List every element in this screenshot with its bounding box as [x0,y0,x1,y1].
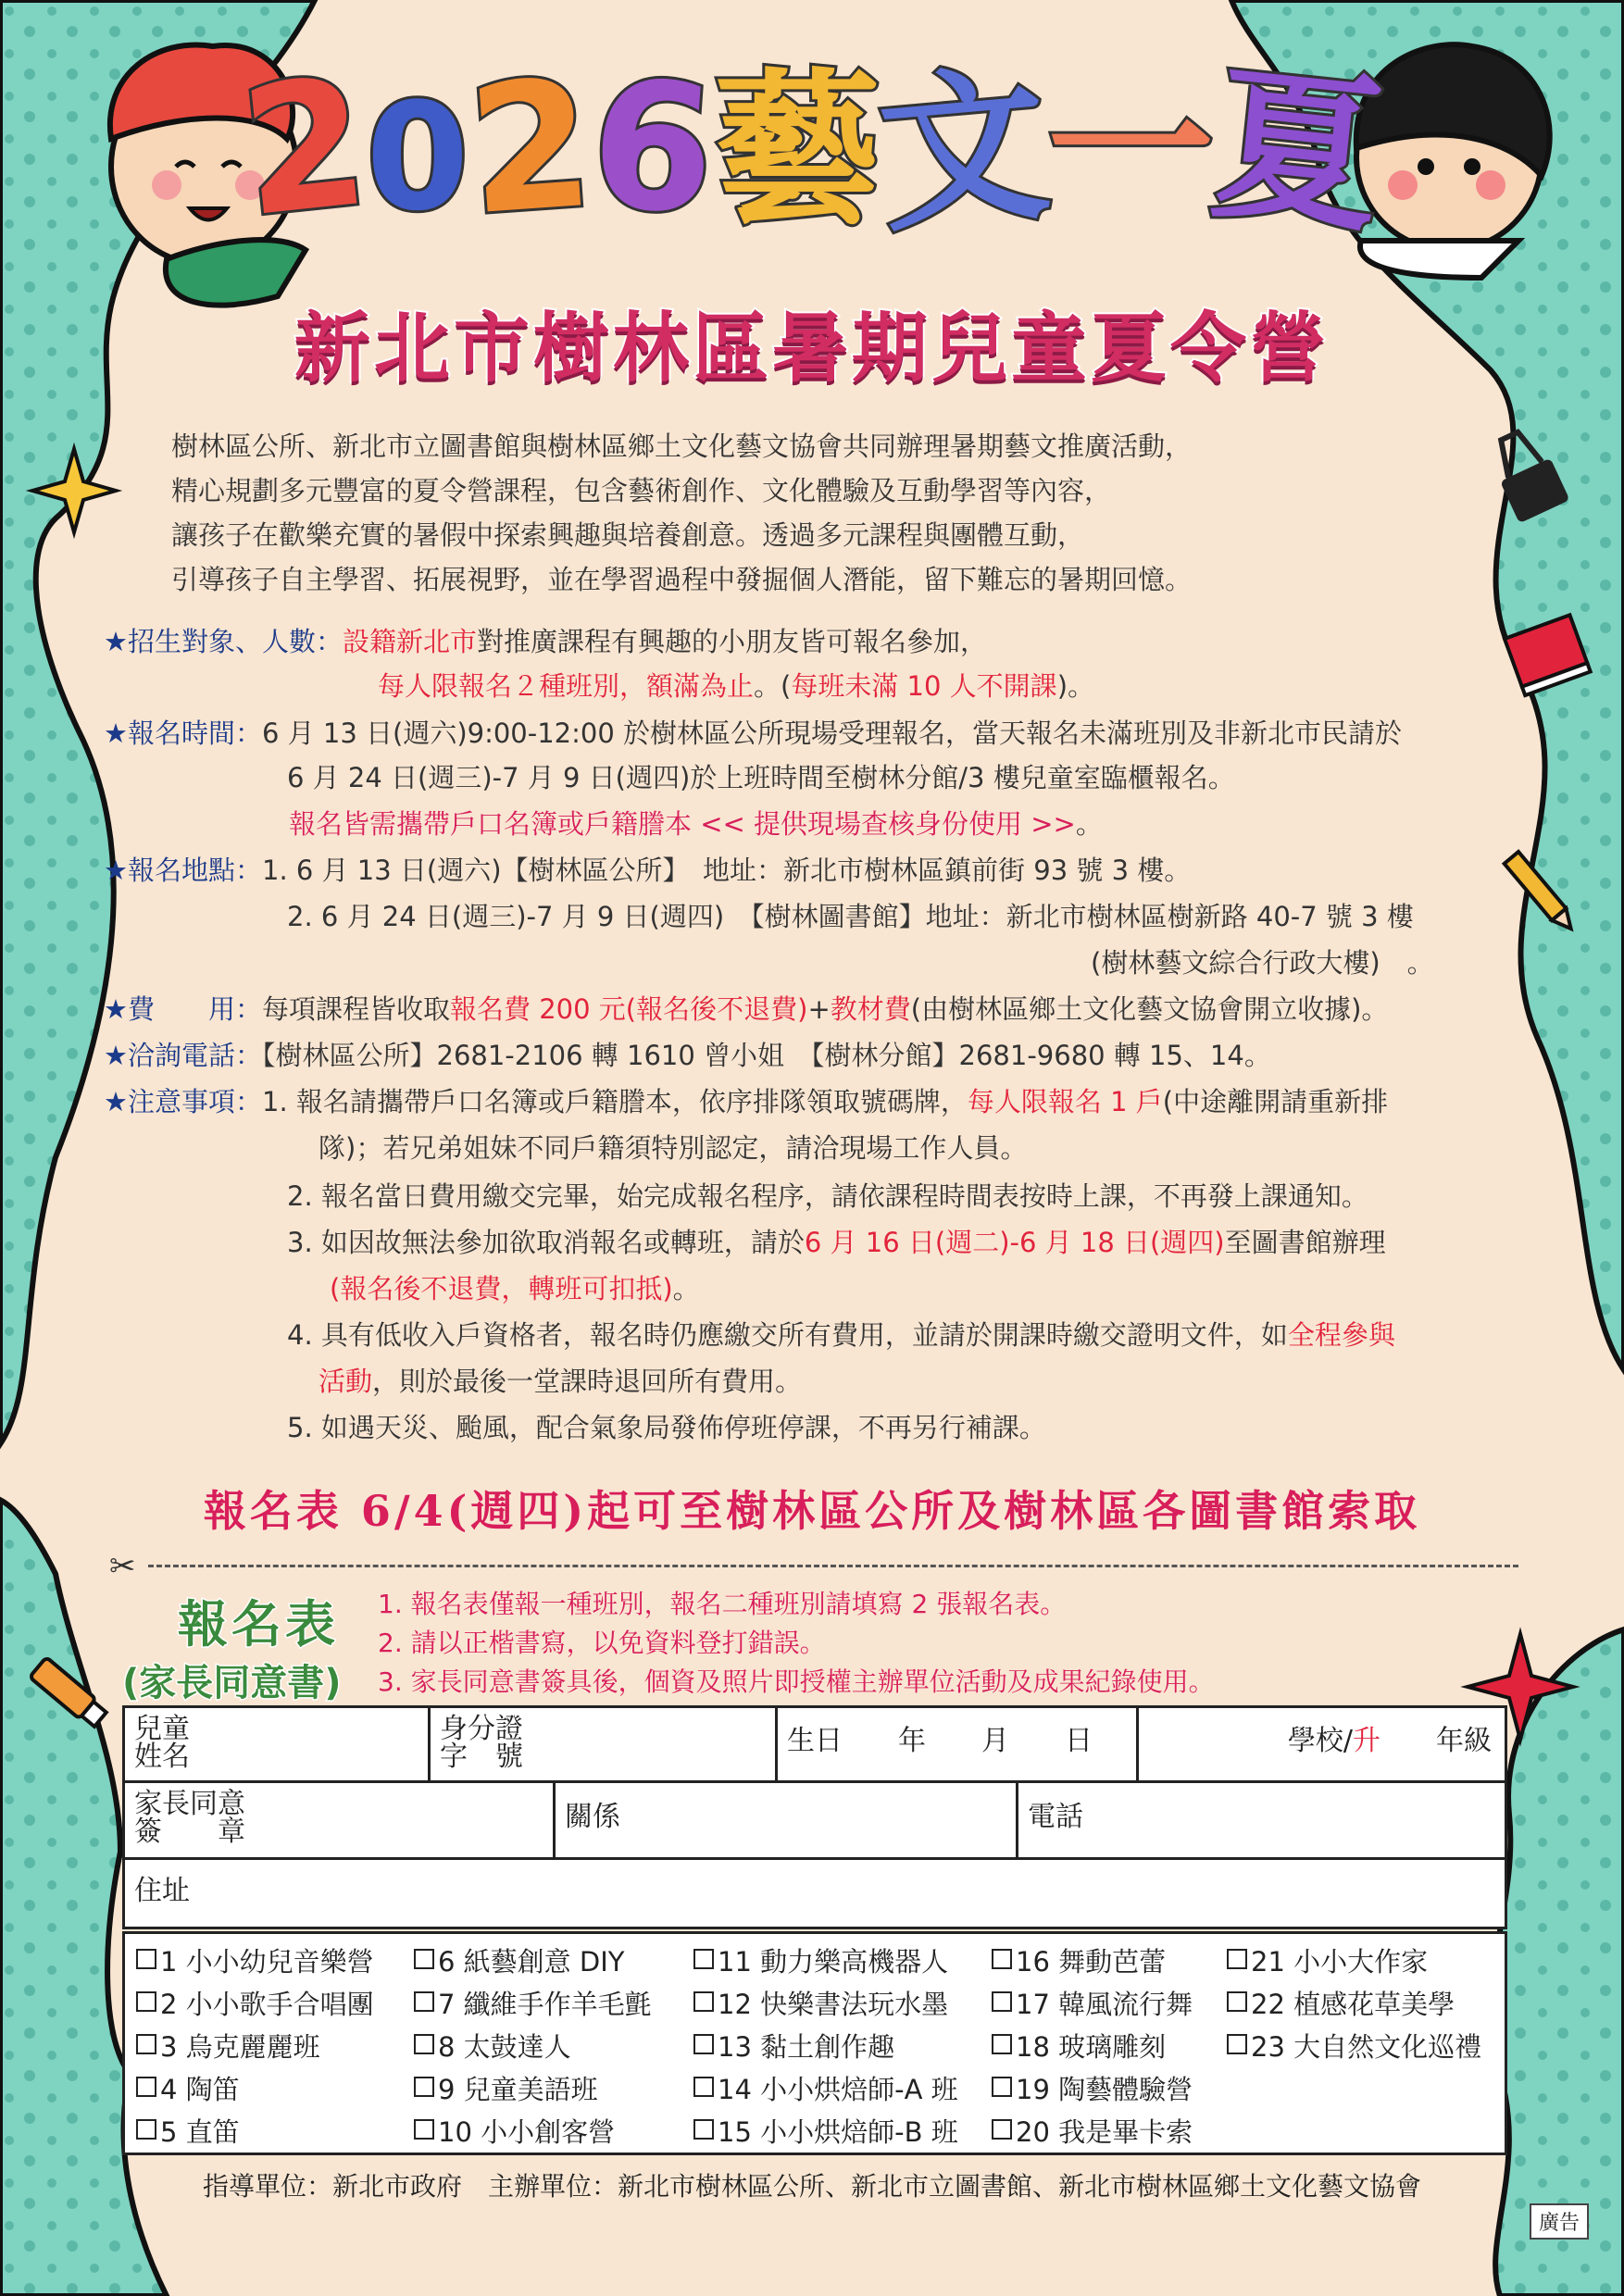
relation-field[interactable]: 關係 [556,1783,1018,1857]
table-row [125,1708,1505,1783]
course-label: 22 植感花草美學 [1251,1989,1455,2020]
course-label: 6 紙藝創意 DIY [438,1946,625,1978]
child-name-field[interactable] [125,1708,431,1780]
checkbox-icon[interactable] [1227,2034,1247,2054]
info-place [104,848,1191,892]
info-text: 。 [1075,808,1103,840]
highlight-text: 教材費 [830,993,911,1025]
info-label: ★洽詢電話： [104,1040,262,1071]
info-text: 5. 如遇天災、颱風，配合氣象局發佈停班停課，不再另行補課。 [287,1412,1046,1443]
info-note-3 [287,1220,1386,1265]
info-text: 2. 報名當日費用繳交完畢，始完成報名程序，請依課程時間表按時上課，不再發上課通知。 [287,1180,1368,1212]
form-note: 3. 家長同意書簽具後，個資及照片即授權主辦單位活動及成果紀錄使用。 [378,1666,1215,1697]
course-label: 23 大自然文化巡禮 [1251,2031,1482,2063]
highlight-text: 報名費 200 元(報名後不退費) [450,993,808,1025]
checkbox-icon[interactable] [1227,1949,1247,1969]
birthday-field[interactable]: 生日 年 月 日 [778,1708,1139,1780]
highlight-text: 全程參與 [1287,1319,1395,1351]
info-text: (由樹林區鄉土文化藝文協會開立收據)。 [910,993,1389,1025]
course-label: 7 纖維手作羊毛氈 [438,1989,652,2020]
course-label: 17 韓風流行舞 [1016,1989,1193,2020]
course-checkbox[interactable] [136,1941,374,1979]
school-grade-field[interactable] [1139,1708,1505,1780]
course-label: 3 烏克麗麗班 [160,2031,320,2063]
field-label: 姓名 [134,1741,190,1773]
organizer-footer: 指導單位：新北市政府 主辦單位：新北市樹林區公所、新北市立圖書館、新北市樹林區鄉土文化藝文協會 [202,2171,1421,2202]
info-text: 至圖書館辦理 [1224,1227,1386,1258]
title-char: 0 [366,70,469,243]
checkbox-icon[interactable] [693,2077,714,2097]
course-label: 4 陶笛 [160,2074,240,2105]
info-label: ★注意事項： [104,1086,262,1117]
course-checkbox[interactable] [136,2069,240,2107]
course-label: 18 玻璃雕刻 [1016,2031,1167,2063]
field-label: 簽 章 [134,1816,245,1848]
table-row [125,1783,1505,1860]
course-label: 14 小小烘焙師-A 班 [718,2074,958,2105]
info-note-3b [330,1267,700,1311]
registration-table [122,1705,1507,1929]
course-label: 19 陶藝體驗營 [1016,2074,1193,2105]
checkbox-icon[interactable] [693,2034,714,2054]
info-target-2 [378,664,1094,708]
course-checkbox[interactable] [136,2027,320,2065]
title-char: 藝 [713,55,881,248]
course-checkbox[interactable] [693,1984,948,2022]
cut-line [148,1565,1518,1567]
course-checkbox[interactable] [414,2112,615,2150]
form-note: 1. 報名表僅報一種班別，報名二種班別請填寫 2 張報名表。 [378,1589,1067,1619]
checkbox-icon[interactable] [136,2034,156,2054]
parent-signature-field[interactable] [125,1783,556,1857]
course-label: 13 黏土創作趣 [718,2031,895,2063]
course-checkbox[interactable] [992,2069,1193,2107]
title-char: 一 [1046,55,1214,248]
info-text: 6 月 13 日(週六)9:00-12:00 於樹林區公所現場受理報名，當天報名未滿班別及非新北市民請於 [262,718,1403,749]
checkbox-icon[interactable] [992,2119,1012,2140]
checkbox-icon[interactable] [992,1991,1012,2012]
course-checkbox[interactable] [992,2112,1193,2150]
field-label: 身分證 [440,1713,523,1745]
highlight-text: 6 月 16 日(週二)-6 月 18 日(週四) [804,1227,1225,1258]
intro-paragraph [171,424,1375,602]
checkbox-icon[interactable] [992,2034,1012,2054]
info-text: (中途離開請重新排 [1162,1086,1389,1117]
field-label: 兒童 [134,1713,190,1745]
course-checkbox[interactable] [1227,1941,1428,1979]
highlight-text: 設籍新北市 [343,626,478,657]
field-label: 字 號 [440,1741,523,1773]
course-label: 16 舞動芭蕾 [1016,1946,1167,1978]
checkbox-icon[interactable] [693,2119,714,2140]
checkbox-icon[interactable] [414,1949,434,1969]
form-note: 2. 請以正楷書寫，以免資料登打錯誤。 [378,1628,826,1658]
course-checkbox[interactable] [414,2027,571,2065]
course-label: 2 小小歌手合唱團 [160,1989,374,2020]
intro-line: 樹林區公所、新北市立圖書館與樹林區鄉土文化藝文協會共同辦理暑期藝文推廣活動， [171,430,1193,462]
highlight-text: 報名皆需攜帶戶口名簿或戶籍謄本 << 提供現場查核身份使用 >> [289,808,1076,840]
info-text: 2. 6 月 24 日(週三)-7 月 9 日(週四) 【樹林圖書館】地址：新北市樹林區樹新路 40-7 號 3 樓 [287,901,1414,932]
info-target [104,619,987,664]
course-checkbox[interactable] [136,2112,240,2150]
checkbox-icon[interactable] [136,2077,156,2097]
info-text: 6 月 24 日(週三)-7 月 9 日(週四)於上班時間至樹林分館/3 樓兒童室臨櫃報名。 [287,762,1235,793]
course-label: 10 小小創客營 [438,2116,616,2148]
table-row [125,1860,1505,1927]
poster-title [0,37,1624,259]
highlight-text: 每班未滿 10 人不開課 [791,670,1057,702]
address-field[interactable]: 住址 [134,1875,190,1907]
course-options [122,1931,1507,2155]
course-checkbox[interactable] [1227,1984,1455,2022]
id-number-field[interactable] [431,1708,778,1780]
form-heading: 報名表 6/4(週四)起可至樹林區公所及樹林區各圖書館索取 [203,1486,1421,1536]
course-checkbox[interactable] [1227,2027,1481,2065]
info-text: 對推廣課程有興趣的小朋友皆可報名參加， [477,626,988,657]
checkbox-icon[interactable] [136,1949,156,1969]
highlight-text: 每人限報名 1 戶 [967,1086,1163,1117]
checkbox-icon[interactable] [414,2077,434,2097]
course-checkbox[interactable] [992,2027,1166,2065]
ad-label: 廣告 [1530,2203,1589,2240]
info-label: ★報名時間： [104,718,262,749]
info-text: )。 [1056,670,1095,702]
info-text: 1. 6 月 13 日(週六)【樹林區公所】 地址：新北市樹林區鎮前街 93 號 3 樓。 [262,855,1192,886]
checkbox-icon[interactable] [992,2077,1012,2097]
course-checkbox[interactable] [693,2027,894,2065]
checkbox-icon[interactable] [992,1949,1012,1969]
field-label: 年級 [1380,1725,1492,1757]
form-label-sub: (家長同意書) [122,1662,342,1704]
scissors-icon: ✂ [109,1548,136,1585]
course-label: 8 太鼓達人 [438,2031,571,2063]
course-checkbox[interactable] [414,2069,598,2107]
title-char: 夏 [1204,46,1391,256]
info-text: (樹林藝文綜合行政大樓) 。 [1091,947,1434,979]
info-text: 【樹林區公所】2681-2106 轉 1610 曾小姐 【樹林分館】2681-9680 轉 15、14。 [262,1040,1271,1071]
intro-line: 讓孩子在歡樂充實的暑假中探索興趣與培養創意。透過多元課程與團體互動， [171,519,1085,551]
course-label: 20 我是畢卡索 [1016,2116,1193,2148]
course-label: 15 小小烘焙師-B 班 [718,2116,958,2148]
course-label: 5 直笛 [160,2116,240,2148]
highlight-text: 每人限報名２種班別，額滿為止 [378,670,755,702]
course-checkbox[interactable] [414,1984,652,2022]
info-text: 。 [672,1273,700,1304]
title-char: 6 [584,41,721,255]
info-label: ★招生對象、人數： [104,626,343,657]
course-checkbox[interactable] [992,1941,1166,1979]
course-checkbox[interactable] [414,1941,625,1979]
info-text: 1. 報名請攜帶戶口名簿或戶籍謄本，依序排隊領取號碼牌， [262,1086,968,1117]
info-text: + [807,993,831,1025]
intro-line: 精心規劃多元豐富的夏令營課程，包含藝術創作、文化體驗及互動學習等內容， [171,475,1112,506]
checkbox-icon[interactable] [1227,1991,1247,2012]
course-checkbox[interactable] [992,1984,1193,2022]
info-text: 每項課程皆收取 [262,993,451,1025]
checkbox-icon[interactable] [414,1991,434,2012]
checkbox-icon[interactable] [136,1991,156,2012]
phone-field[interactable]: 電話 [1028,1801,1083,1833]
course-label: 12 快樂書法玩水墨 [718,1989,949,2020]
course-label: 21 小小大作家 [1251,1946,1429,1978]
highlight-text: 活動 [319,1366,373,1397]
course-label: 1 小小幼兒音樂營 [160,1946,374,1978]
checkbox-icon[interactable] [414,2034,434,2054]
checkbox-icon[interactable] [136,2119,156,2140]
intro-line: 引導孩子自主學習、拓展視野，並在學習過程中發掘個人潛能，留下難忘的暑期回憶。 [171,564,1193,595]
info-label: ★費 用： [104,993,262,1025]
title-char: 文 [872,47,1056,256]
poster-subtitle: 新北市樹林區暑期兒童夏令營 [294,305,1330,393]
checkbox-icon[interactable] [693,1949,714,1969]
info-label: ★報名地點： [104,855,262,886]
course-checkbox[interactable] [136,1984,374,2022]
info-time-3 [289,802,1103,846]
title-char: 2 [461,41,599,255]
course-label: 11 動力樂高機器人 [718,1946,949,1978]
info-note-4 [287,1313,1395,1357]
course-checkbox[interactable] [693,1941,948,1979]
title-char: 2 [232,39,377,256]
field-label: 升 [1353,1725,1380,1757]
info-time [104,711,1402,755]
info-text: 。( [754,670,792,702]
field-label: 家長同意 [134,1788,245,1820]
info-text: 4. 具有低收入戶資格者，報名時仍應繳交所有費用，並請於開課時繳交證明文件，如 [287,1319,1288,1351]
form-label: 報名表 [178,1595,339,1653]
course-checkbox[interactable] [693,2112,958,2150]
info-text: 3. 如因故無法參加欲取消報名或轉班，請於 [287,1227,805,1258]
course-label: 9 兒童美語班 [438,2074,598,2105]
field-label: 學校/ [1287,1725,1353,1757]
highlight-text: (報名後不退費，轉班可扣抵) [330,1273,673,1304]
info-text: ，則於最後一堂課時退回所有費用。 [372,1366,803,1397]
info-notes [104,1079,1388,1124]
checkbox-icon[interactable] [693,1991,714,2012]
course-checkbox[interactable] [693,2069,958,2107]
info-text: 隊)；若兄弟姐妹不同戶籍須特別認定，請洽現場工作人員。 [319,1132,1028,1164]
info-phone [104,1033,1271,1078]
checkbox-icon[interactable] [414,2119,434,2140]
info-fee [104,987,1388,1031]
info-note-4b [319,1359,802,1404]
form-notes [378,1585,1215,1702]
